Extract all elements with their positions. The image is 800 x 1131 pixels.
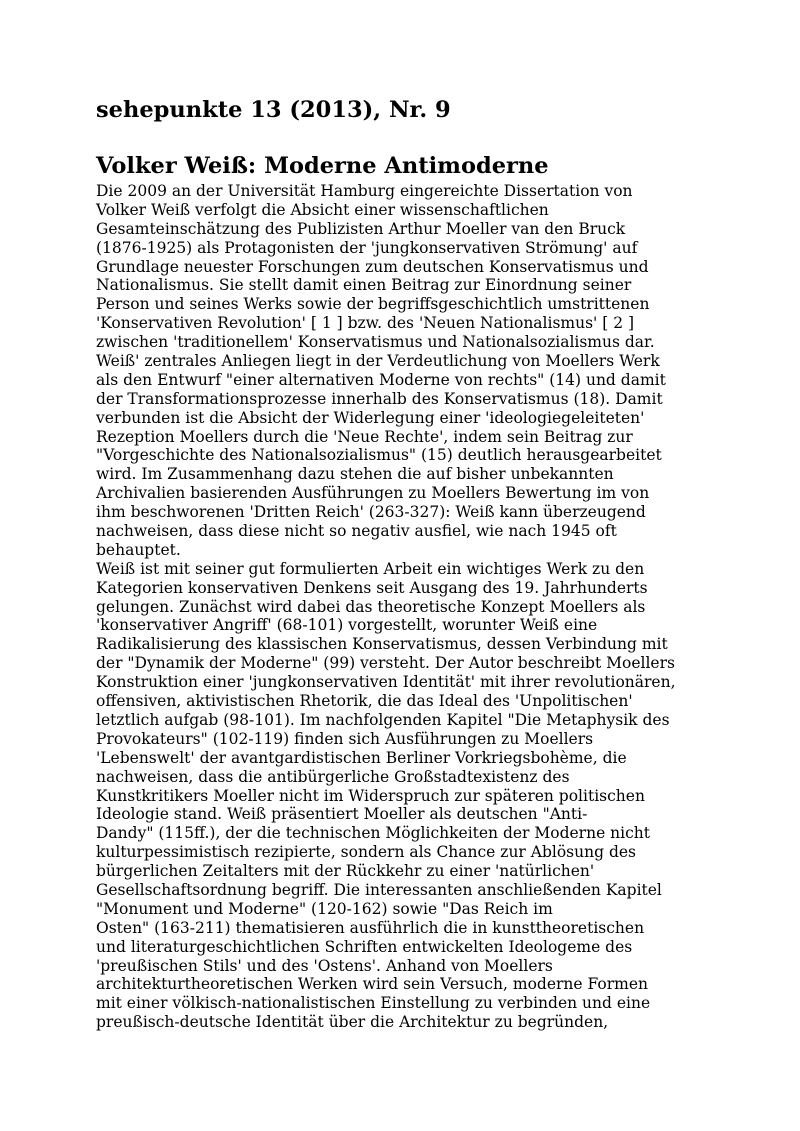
body-line: Kunstkritikers Moeller nicht im Widerspruch zur späteren politischen <box>96 786 645 805</box>
body-line: zwischen 'traditionellem' Konservatismus und Nationalsozialismus dar. <box>96 333 655 352</box>
body-line: 'preußischen Stils' und des 'Ostens'. Anhand von Moellers <box>96 956 553 975</box>
body-line: Gesamteinschätzung des Publizisten Arthur Moeller van den Bruck <box>96 219 626 238</box>
body-line: behauptet. <box>96 540 181 559</box>
body-line: wird. Im Zusammenhang dazu stehen die auf bisher unbekannten <box>96 465 614 484</box>
body-line: Person und seines Werks sowie der begriffsgeschichtlich umstrittenen <box>96 295 650 314</box>
body-line: letztlich aufgab (98-101). Im nachfolgenden Kapitel "Die Metaphysik des <box>96 710 670 729</box>
body-line: architekturtheoretischen Werken wird sein Versuch, moderne Formen <box>96 975 648 994</box>
body-line: kulturpessimistisch rezipierte, sondern als Chance zur Ablösung des <box>96 843 636 862</box>
journal-title: sehepunkte 13 (2013), Nr. 9 <box>96 97 451 123</box>
body-line: 'Konservativen Revolution' [ 1 ] bzw. des 'Neuen Nationalismus' [ 2 ] <box>96 314 635 333</box>
body-line: Osten" (163-211) thematisieren ausführlich die in kunsttheoretischen <box>96 918 645 937</box>
body-line: und literaturgeschichtlichen Schriften entwickelten Ideologeme des <box>96 937 633 956</box>
body-line: Volker Weiß verfolgt die Absicht einer wissenschaftlichen <box>96 200 549 219</box>
body-line: Ideologie stand. Weiß präsentiert Moeller als deutschen "Anti- <box>96 805 588 824</box>
body-line: Grundlage neuester Forschungen zum deutschen Konservatismus und <box>96 257 649 276</box>
body-line: Provokateurs" (102-119) finden sich Ausführungen zu Moellers <box>96 729 594 748</box>
body-line: Gesellschaftsordnung begriff. Die interessanten anschließenden Kapitel <box>96 880 662 899</box>
body-line: Dandy" (115ff.), der die technischen Möglichkeiten der Moderne nicht <box>96 824 651 843</box>
body-line: "Monument und Moderne" (120-162) sowie "Das Reich im <box>96 899 553 918</box>
body-line: Nationalismus. Sie stellt damit einen Beitrag zur Einordnung seiner <box>96 276 632 295</box>
article-body <box>96 182 706 1032</box>
body-line: Archivalien basierenden Ausführungen zu Moellers Bewertung im von <box>96 484 650 503</box>
body-line: offensiven, aktivistischen Rhetorik, die das Ideal des 'Unpolitischen' <box>96 692 633 711</box>
body-line: verbunden ist die Absicht der Widerlegung einer 'ideologiegeleiteten' <box>96 408 645 427</box>
body-line: (1876-1925) als Protagonisten der 'jungkonservativen Strömung' auf <box>96 238 638 257</box>
body-line: ihm beschworenen 'Dritten Reich' (263-327): Weiß kann überzeugend <box>96 503 646 522</box>
body-line: Rezeption Moellers durch die 'Neue Rechte', indem sein Beitrag zur <box>96 427 633 446</box>
body-line: Die 2009 an der Universität Hamburg eingereichte Dissertation von <box>96 182 633 200</box>
body-line: nachweisen, dass die antibürgerliche Großstadtexistenz des <box>96 767 570 786</box>
body-line: Kategorien konservativen Denkens seit Ausgang des 19. Jahrhunderts <box>96 578 648 597</box>
body-line: der "Dynamik der Moderne" (99) versteht. Der Autor beschreibt Moellers <box>96 654 675 673</box>
body-line: preußisch-deutsche Identität über die Architektur zu begründen, <box>96 1013 609 1032</box>
article-title: Volker Weiß: Moderne Antimoderne <box>96 153 549 179</box>
body-line: Konstruktion einer 'jungkonservativen Identität' mit ihrer revolutionären, <box>96 673 676 692</box>
body-line: gelungen. Zunächst wird dabei das theoretische Konzept Moellers als <box>96 597 646 616</box>
body-line: der Transformationsprozesse innerhalb des Konservatismus (18). Damit <box>96 389 663 408</box>
body-line: nachweisen, dass diese nicht so negativ ausfiel, wie nach 1945 oft <box>96 522 617 541</box>
body-line: 'konservativer Angriff' (68-101) vorgestellt, worunter Weiß eine <box>96 616 598 635</box>
body-line: mit einer völkisch-nationalistischen Einstellung zu verbinden und eine <box>96 994 651 1013</box>
body-line: Weiß' zentrales Anliegen liegt in der Verdeutlichung von Moellers Werk <box>96 352 660 371</box>
body-line: 'Lebenswelt' der avantgardistischen Berliner Vorkriegsbohème, die <box>96 748 627 767</box>
body-line: "Vorgeschichte des Nationalsozialismus" (15) deutlich herausgearbeitet <box>96 446 662 465</box>
body-line: Weiß ist mit seiner gut formulierten Arbeit ein wichtiges Werk zu den <box>96 559 645 578</box>
body-line: Radikalisierung des klassischen Konservatismus, dessen Verbindung mit <box>96 635 668 654</box>
body-line: als den Entwurf "einer alternativen Moderne von rechts" (14) und damit <box>96 370 666 389</box>
body-line: bürgerlichen Zeitalters mit der Rückkehr zu einer 'natürlichen' <box>96 862 595 881</box>
